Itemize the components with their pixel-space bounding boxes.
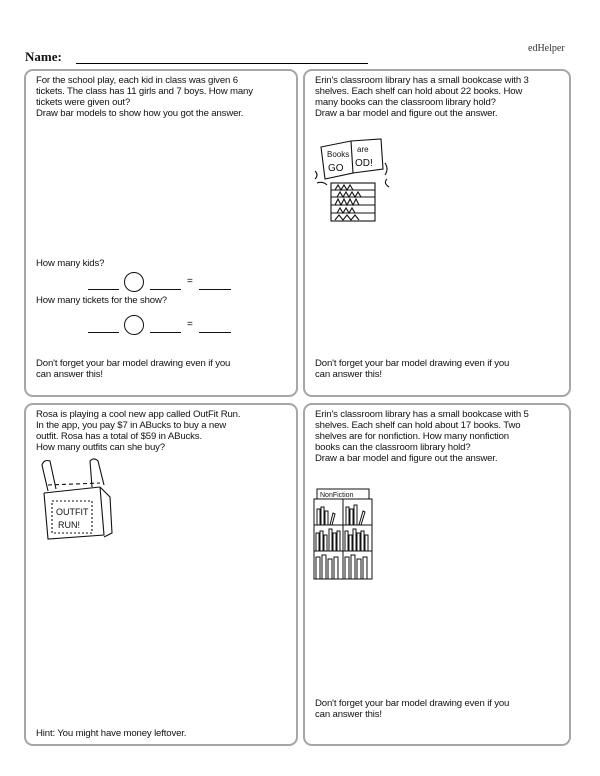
svg-text:GO: GO [328,163,344,174]
nonfiction-bookcase-illustration [313,487,375,581]
hint-text: Hint: You might have money leftover. [36,728,187,739]
sub-question-kids: How many kids? [36,258,105,269]
problem-2-prompt: Erin's classroom library has a small bookcase with 3 shelves. Each shelf can hold about 22 books. How many books can the classroom library hold? Draw a bar model and figure out the answer. [315,75,529,119]
problem-card-2 [303,69,571,397]
svg-text:OUTFIT: OUTFIT [56,507,89,517]
svg-text:NonFiction: NonFiction [320,492,354,499]
svg-text:Books: Books [327,150,350,159]
problem-3-prompt: Rosa is playing a cool new app called OutFit Run. In the app, you pay $7 in ABucks to buy a new outfit. Rosa has a total of $59 in ABucks. How many outfits can she buy? [36,409,241,453]
reminder-text: Don't forget your bar model drawing even if you can answer this! [315,698,510,720]
outfit-run-bag-illustration [34,457,114,543]
equation-kids[interactable] [88,271,238,293]
answer-blank[interactable] [199,332,231,333]
books-are-good-illustration [313,135,395,225]
answer-blank[interactable] [199,289,231,290]
problem-1-prompt: For the school play, each kid in class was given 6 tickets. The class has 11 girls and 7 boys. How many tickets were given out? Draw bar models to show how you got the answer. [36,75,253,119]
operator-circle[interactable] [124,272,144,292]
name-label: Name: [25,49,62,64]
brand-label: edHelper [528,43,565,54]
svg-text:RUN!: RUN! [58,520,80,530]
equals-sign: = [187,276,193,287]
problem-4-prompt: Erin's classroom library has a small bookcase with 5 shelves. Each shelf can hold about 17 books. Two shelves are for nonfiction. How many nonfiction books can the classroom library hold? Draw a bar model and figure out the answer. [315,409,529,464]
svg-text:are: are [357,145,369,154]
blank-2[interactable] [150,289,181,290]
sub-question-tickets: How many tickets for the show? [36,295,167,306]
operator-circle[interactable] [124,315,144,335]
svg-text:OD!: OD! [355,158,373,169]
blank-1[interactable] [88,332,119,333]
reminder-text: Don't forget your bar model drawing even if you can answer this! [315,358,510,380]
problem-card-4 [303,403,571,746]
reminder-text: Don't forget your bar model drawing even if you can answer this! [36,358,231,380]
equation-tickets[interactable] [88,314,238,336]
name-input-line[interactable] [76,63,368,64]
blank-2[interactable] [150,332,181,333]
problem-card-3 [24,403,298,746]
equals-sign: = [187,319,193,330]
blank-1[interactable] [88,289,119,290]
problem-card-1 [24,69,298,397]
